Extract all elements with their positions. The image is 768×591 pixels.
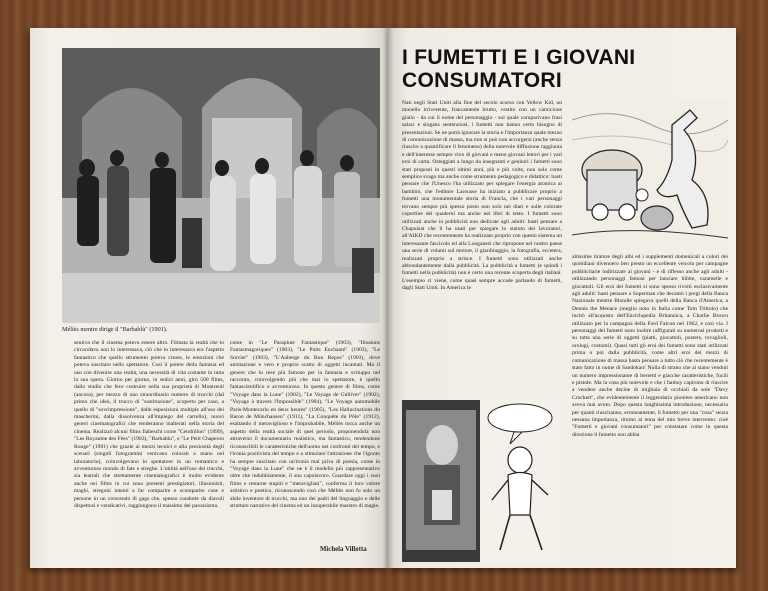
left-column-1: sentiva che il cinema poteva essere altro. Filmata la realtà che lo circondava non lo interessava, ciò che lo interessava era l'aspetto fantastico che quello strumento poteva creare, le emozioni che poteva suscitare nello spettatore. Così il potere della fantasia ed uso con divenire una realtà, una necessità di vita costante in tutta la sua opera. Giorno per giorno, in sedici anni, girò 500 films, dallo studio che fece costruire nella sua proprietà di Montreuil (ancora), per mezzo di uno straordinario numero di trucchi (dal primo che ideò, il trucco di "sostituzione", scoperto per caso, a quello di "sovrimpressione", dalle esposizioni multiple all'uso dei mascherini, dalla dissolvenza all'impiego del carrello), nuovi generi cinematografici che renderanno inalterati nella storia del cinema. Realizzò alcuni films fiabeschi come "Cendrillon" (1899), "Les Royaume des Fées" (1903), "Barbablu", e "Le Petit Chaperon Rouge" (1901) che grazie ai mezzi tecnici e alla preziosità degli scenari (singoli fotogrammi venivano colorati a mano nel laboratorio), coinvolgevano lo spettatore in un romantico e avventuroso mondo di fate e streghe. L'utilità nell'uso dei trucchi, sia teatrali che strettamente cinematografici è molto evidente anche nei films in cui sono presenti prestigiatori, illusionisti, maghi, stregoni intenti a far comparire e scomparire cose e persone in un crescendo di gags che, spesso condotte da diavoli dispettosi e vendicativi, raggiungono il massimo del parossismo. bbox=[74, 340, 224, 509]
right-page bbox=[388, 28, 736, 568]
right-column-2: altissime tirature degli albi ed i supplementi domenicali a colori dei quotidiani divennero ben presto un eccellente veicolo per campagne pubblicitarie indirizzate ai giovani - e di riflesso anche agli adulti - utilizzando personaggi famosi per lanciare bibite, caramelle e giocattoli. Gli eroi dei fumetti si sono spesso rivolti esclusivamente agli adulti: basti pensare a Superman che decantò i pregi della Banca Nazionale mentre Blondie spiegava quelli della Banca d'America, a Dennis the Menace (meglio noto in Italia come Tom Trittolo) che incitò all'acquisto dell'Enciclopedia Britannica, a Charlie Brown utilizzato per la campagna della Ford Falcon nel 1962, e così via. I personaggi dei fumetti sono inoltre raffigurati su numerosi prodotti e su tutta una serie di oggetti (piatti, giocattoli, posters, tovaglioli, orologi, costumi). Quasi tutti gli eroi dei fumetti sono stati utilizzati prima o poi dalla pubblicità, come altri eroi dei mezzi di comunicazione di massa basta pensare a tutto ciò che recentemente è stato fatto in nome di Sandokan! Nulla di strano che ai siano venduti un numero impressionante di berretti e giacche caratteristiche, fucili e pistole. Ma la cosa più notevole e che i fanboy capirono di riuscire a vendere anche decine di migliaia di occhiali da sole "Davy Crockett", che evidentemente il leggendario pioniere americano non aveva mai avuto. Dopo questa lunghissima introduzione, necessaria per quanti riusciranno, erroneamente, il fumetto per una "cosa" senza nessuna importanza, ritorno al tema del mio breve intervento: cioè "Fumetti e giovani consumatori" per constatare come in questa direzione il fumetto non abbia bbox=[572, 254, 728, 438]
author-signature: Michela Villotta bbox=[320, 546, 367, 553]
left-page bbox=[30, 28, 388, 568]
page-gutter bbox=[382, 28, 394, 568]
cartoon-illustration-top bbox=[572, 100, 728, 250]
article-title: I FUMETTI E I GIOVANI CONSUMATORI bbox=[402, 46, 636, 92]
film-still-illustration bbox=[62, 48, 380, 323]
magazine-spread bbox=[30, 28, 736, 568]
comic-strip-image bbox=[402, 400, 562, 562]
comic-panel-drawing bbox=[402, 400, 562, 562]
right-column-1: Nati negli Stati Uniti alla fine del secolo scorso con Yellow Kid, un monello irriverente, francamente brutto, vestito con un camicione giallo - da cui il nome del personaggio - sul quale comparivano frasi salaci e slogans sentenziosi, i fumetti non hanno certo bisogno di presentazioni. Se ne potrà ignorare la storia e l'importanza quale mezzo di comunicazione di massa, ma non si può non accorgersi (anche senza riuscire a quantificare il fenomeno) della notevole diffusione raggiunta e dell'interesse sempre vivo di giovani e meno giovani lettori per i vari eroi di carta. Osteggiati a lungo da insegnanti e genitori i fumetti sono stati proposti in questi ultimi anni, più e più volte, non solo come semplice svago ma anche come strumento pedagogico e didattico: basti pensare che l'Unesco l'ha utilizzato per spiegare l'energia atomica ai bambini, che l'editore Larousse ha iniziato a pubblicare proprio a fumetti una monumentale storia di Francia, che i vari personaggi trovano sempre più spesso posto non solo nei diari e sulle colorate copertine dei quaderni ma anche nei libri di testo. I fumetti sono utilizzati anche in pubblicità non dedicate agli adulti: basti pensare a Chapuisat che li ha usati per spiegare lo statuto dei lavoratori, all'AIKD che recentemente ha realizzato proprio con questo sistema un interessante fascicolo ed alla Longanesi che ripropone nel nostro paese una serie di volumi sul motore, il giardinaggio, la fotografia, eccetera, realizzati proprio a strisce. I fumetti sono utilizzati anche abbondantemente dalla pubblicità. La pubblicità a fumetti (e quindi i fumetti nella pubblicità) non è certo una recente scoperta degli italiani. L'esempio ci viene, come quasi sempre accade parlando di fumetti, dagli Stati Uniti. In America le bbox=[402, 100, 562, 292]
cartoon-characters-drawing bbox=[572, 100, 728, 250]
stage-photo bbox=[62, 48, 380, 323]
left-column-2: come in "Le Parapluie Fantastique" (1903), "Illusions Fantasmagoriques" (1903), "Le Puits Enchanté" (1903), "Le Sorcier" (1903), "L'Auberge du Bon Repos" (1903), dove animazione e vero e proprio scatto di oggetti incantati. Ma il genere che lo rese più famoso per la fantasia e sviluppo nel racconto, coinvolgendo più che mai lo spettatore, è quello fantascientifico e avventuroso. In questo genere di films, come "Voyage dans la Lune" (1902), "Le Voyage de Gulliver" (1902), "Voyage à travers l'Impossible" (1904), "Le Voyage automobile Paris-Montecarlo en deux heures" (1905), "Les Hallucinations du Baron de Münchausen" (1911), "La Conquête du Pôle" (1912), esaltando il meraviglioso e l'improbabile, Méliès tocca anche un aspetto della realtà sociale di quel periodo, proponendola non attraverso il documentario realistico, ma fantastico, rendendone riconoscibili le caratteristiche dell'uomo nei confronti del tempo, e l'ironia positivista del tempo e a stimolare l'attrazione che l'ignoto ha sempre suscitato con un'ironia mai priva di poesia, come in "Voyage dans la Lune" che ne è il modello più rappresentativo oltre che indubbiamente, il suo capolavoro. Guardare oggi i suoi films e restarne stupiti e "meravigliati", conferma il loro valore artistico e poetico, riconoscendo così che Méliès non fu solo un abile inventore di trucchi, ma uno dei padri del linguaggio e delle strutture narrative del cinema ed un insuperabile maestro di magie. bbox=[230, 340, 380, 509]
photo-caption: Méliès mentre dirige il "Barbablù" (1901). bbox=[62, 326, 168, 333]
